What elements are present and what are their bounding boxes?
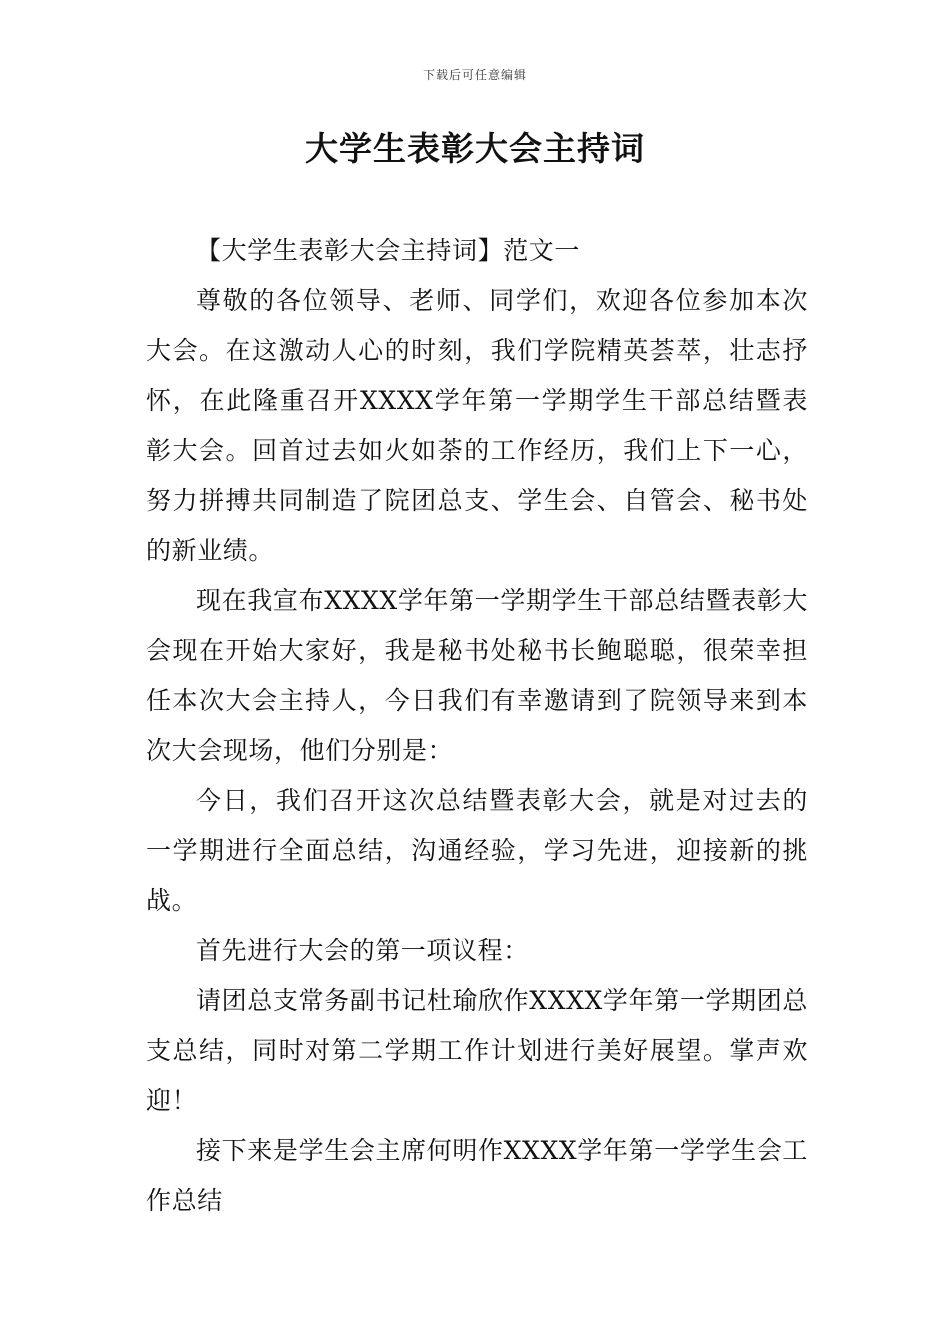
paragraph: 尊敬的各位领导、老师、同学们，欢迎各位参加本次大会。在这激动人心的时刻，我们学院精英荟萃，壮志抒怀，在此隆重召开XXXX学年第一学期学生干部总结暨表彰大会。回首过去如火如荼的工作经历，我们上下一心，努力拼搏共同制造了院团总支、学生会、自管会、秘书处的新业绩。 <box>146 286 808 565</box>
paragraph: 现在我宣布XXXX学年第一学期学生干部总结暨表彰大会现在开始大家好，我是秘书处秘书长鲍聪聪，很荣幸担任本次大会主持人，今日我们有幸邀请到了院领导来到本次大会现场，他们分别是： <box>146 586 808 765</box>
header-note: 下载后可任意编辑 <box>422 68 527 82</box>
paragraph: 请团总支常务副书记杜瑜欣作XXXX学年第一学期团总支总结，同时对第二学期工作计划进行美好展望。掌声欢迎！ <box>146 986 808 1115</box>
paragraph: 今日，我们召开这次总结暨表彰大会，就是对过去的一学期进行全面总结，沟通经验，学习先进，迎接新的挑战。 <box>146 786 808 915</box>
document-body <box>146 226 808 1226</box>
paragraph-heading: 【大学生表彰大会主持词】范文一 <box>196 236 581 265</box>
paragraph: 接下来是学生会主席何明作XXXX学年第一学学生会工作总结 <box>146 1136 808 1215</box>
paragraph: 首先进行大会的第一项议程： <box>196 936 529 965</box>
document-title: 大学生表彰大会主持词 <box>305 129 645 168</box>
